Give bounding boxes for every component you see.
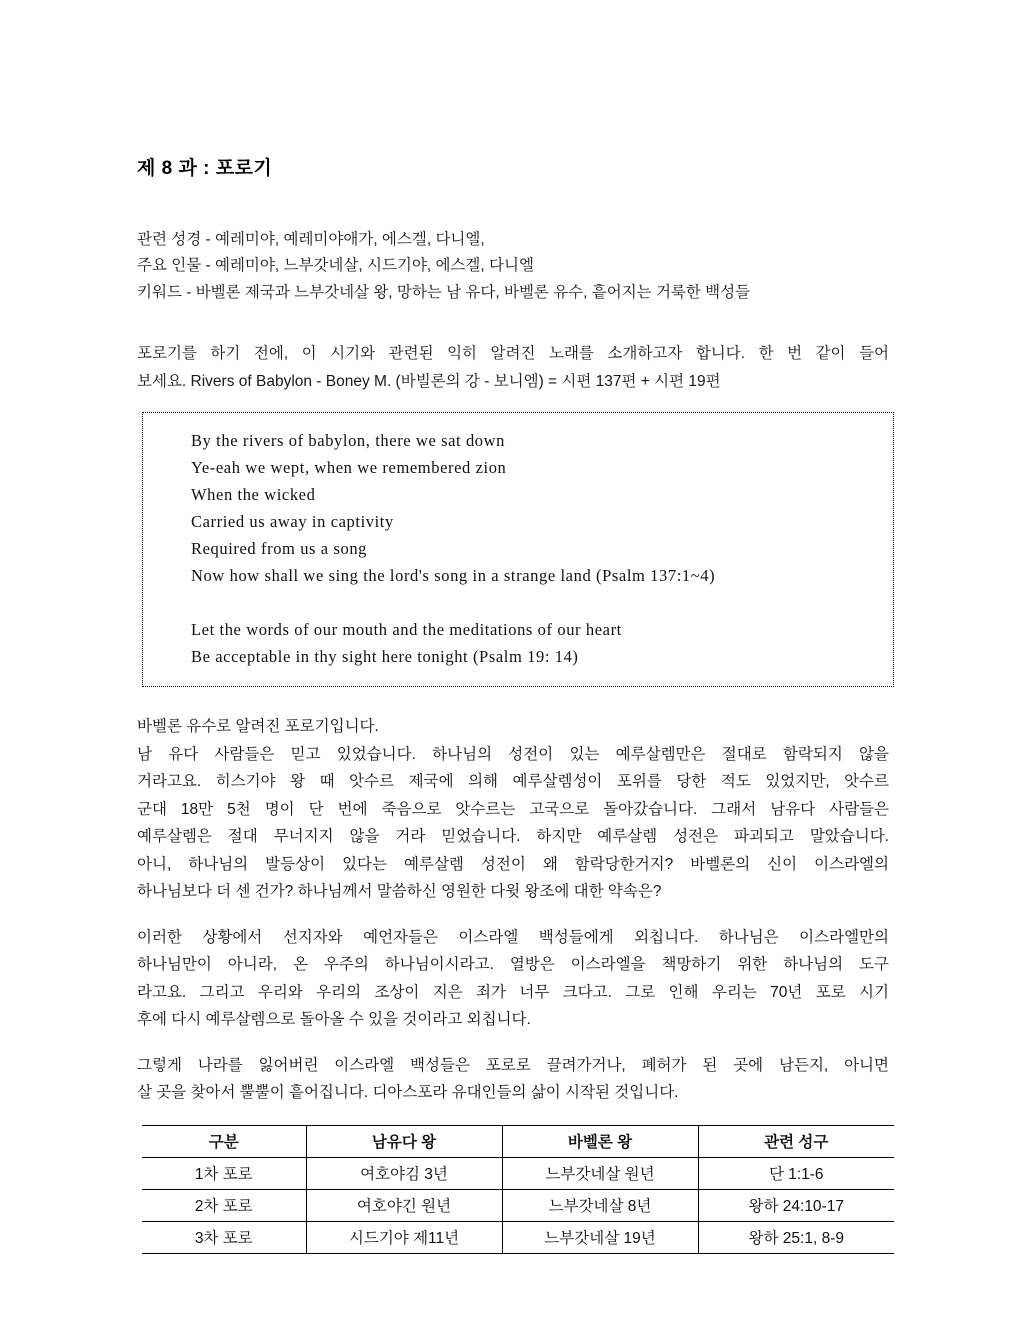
page-title: 제 8 과 : 포로기 [137,158,273,179]
captivity-table [142,1125,894,1254]
body-paragraph-1 [137,713,889,906]
lesson-meta-block [137,227,890,307]
lyric-line: Be acceptable in thy sight here tonight (Psalm 19: 14) [191,647,579,667]
body-line: 바벨론 유수로 알려진 포로기입니다. [137,718,379,736]
table-cell: 여호야긴 원년 [306,1189,502,1221]
body-line: 군대 18만 5천 명이 단 번에 죽음으로 앗수르는 고국으로 돌아갔습니다. 그래서 남유다 사람들은 [137,800,889,818]
table-cell: 왕하 25:1, 8-9 [698,1221,894,1253]
body-line: 이러한 상황에서 선지자와 예언자들은 이스라엘 백성들에게 외칩니다. 하나님은 이스라엘만의 [137,928,889,946]
body-paragraph-3 [137,1052,889,1107]
body-line: 아니, 하나님의 발등상이 있다는 예루살렘 성전이 왜 함락당한거지? 바벨론의 신이 이스라엘의 [137,855,889,873]
lyric-line: Required from us a song [191,539,368,559]
table-cell: 시드기야 제11년 [306,1221,502,1253]
table-cell: 2차 포로 [194,1198,253,1216]
lyric-line: Let the words of our mouth and the meditations of our heart [191,620,622,640]
lyric-line: Now how shall we sing the lord's song in a strange land (Psalm 137:1~4) [191,566,716,586]
table-header-cell: 관련 성구 [698,1125,894,1157]
intro-line: 보세요. Rivers of Babylon - Boney M. (바빌론의 강 - 보니엠) = 시편 137편 + 시편 19편 [137,373,721,391]
body-line: 예루살렘은 절대 무너지지 않을 거라 믿었습니다. 하지만 예루살렘 성전은 파괴되고 말았습니다. [137,828,889,846]
table-cell: 느부갓네살 원년 [502,1157,698,1189]
table-cell: 왕하 24:10-17 [698,1189,894,1221]
table-header-cell: 남유다 왕 [306,1125,502,1157]
lyric-line: By the rivers of babylon, there we sat down [191,431,506,451]
table-row [142,1189,894,1221]
lyrics-quote-box [142,412,894,687]
lyric-line-blank [191,589,893,616]
table-cell: 느부갓네살 8년 [502,1189,698,1221]
meta-line-keywords: 키워드 - 바벨론 제국과 느부갓네살 왕, 망하는 남 유다, 바벨론 유수, 흩어지는 거룩한 백성들 [137,283,751,301]
body-line: 살 곳을 찾아서 뿔뿔이 흩어집니다. 디아스포라 유대인들의 삶이 시작된 것입니다. [137,1084,679,1102]
lyric-line: When the wicked [191,485,316,505]
body-line: 라고요. 그리고 우리와 우리의 조상이 지은 죄가 너무 크다고. 그로 인해 우리는 70년 포로 시기 [137,983,889,1001]
table-row [142,1157,894,1189]
body-line: 후에 다시 예루살렘으로 돌아올 수 있을 것이라고 외칩니다. [137,1011,531,1029]
table-cell: 3차 포로 [194,1230,253,1248]
body-line: 남 유다 사람들은 믿고 있었습니다. 하나님의 성전이 있는 예루살렘만은 절대로 함락되지 않을 [137,745,889,763]
table-cell: 1차 포로 [194,1166,253,1184]
intro-paragraph [137,340,889,396]
table-cell: 단 1:1-6 [698,1157,894,1189]
table-header-cell: 바벨론 왕 [502,1125,698,1157]
table-header-row [142,1125,894,1157]
body-line: 그렇게 나라를 잃어버린 이스라엘 백성들은 포로로 끌려가거나, 폐허가 된 곳에 남든지, 아니면 [137,1056,889,1074]
meta-line-key-figures: 주요 인물 - 예레미야, 느부갓네살, 시드기야, 에스겔, 다니엘 [137,257,534,275]
body-line: 하나님보다 더 센 건가? 하나님께서 말씀하신 영원한 다윗 왕조에 대한 약속은? [137,883,662,901]
meta-line-related-scripture: 관련 성경 - 예레미야, 예레미야애가, 에스겔, 다니엘, [137,230,485,248]
body-line: 하나님만이 아니라, 온 우주의 하나님이시라고. 열방은 이스라엘을 책망하기 위한 하나님의 도구 [137,956,889,974]
body-line: 거라고요. 히스기야 왕 때 앗수르 제국에 의해 예루살렘성이 포위를 당한 적도 있었지만, 앗수르 [137,773,889,791]
table-cell: 여호야김 3년 [306,1157,502,1189]
lyric-line: Carried us away in captivity [191,512,394,532]
intro-line: 포로기를 하기 전에, 이 시기와 관련된 익히 알려진 노래를 소개하고자 합니다. 한 번 같이 들어 [137,345,889,363]
body-paragraph-2 [137,924,889,1034]
table-row [142,1221,894,1253]
table-header-cell: 구분 [142,1125,306,1157]
lyric-line: Ye-eah we wept, when we remembered zion [191,458,507,478]
table-cell: 느부갓네살 19년 [502,1221,698,1253]
